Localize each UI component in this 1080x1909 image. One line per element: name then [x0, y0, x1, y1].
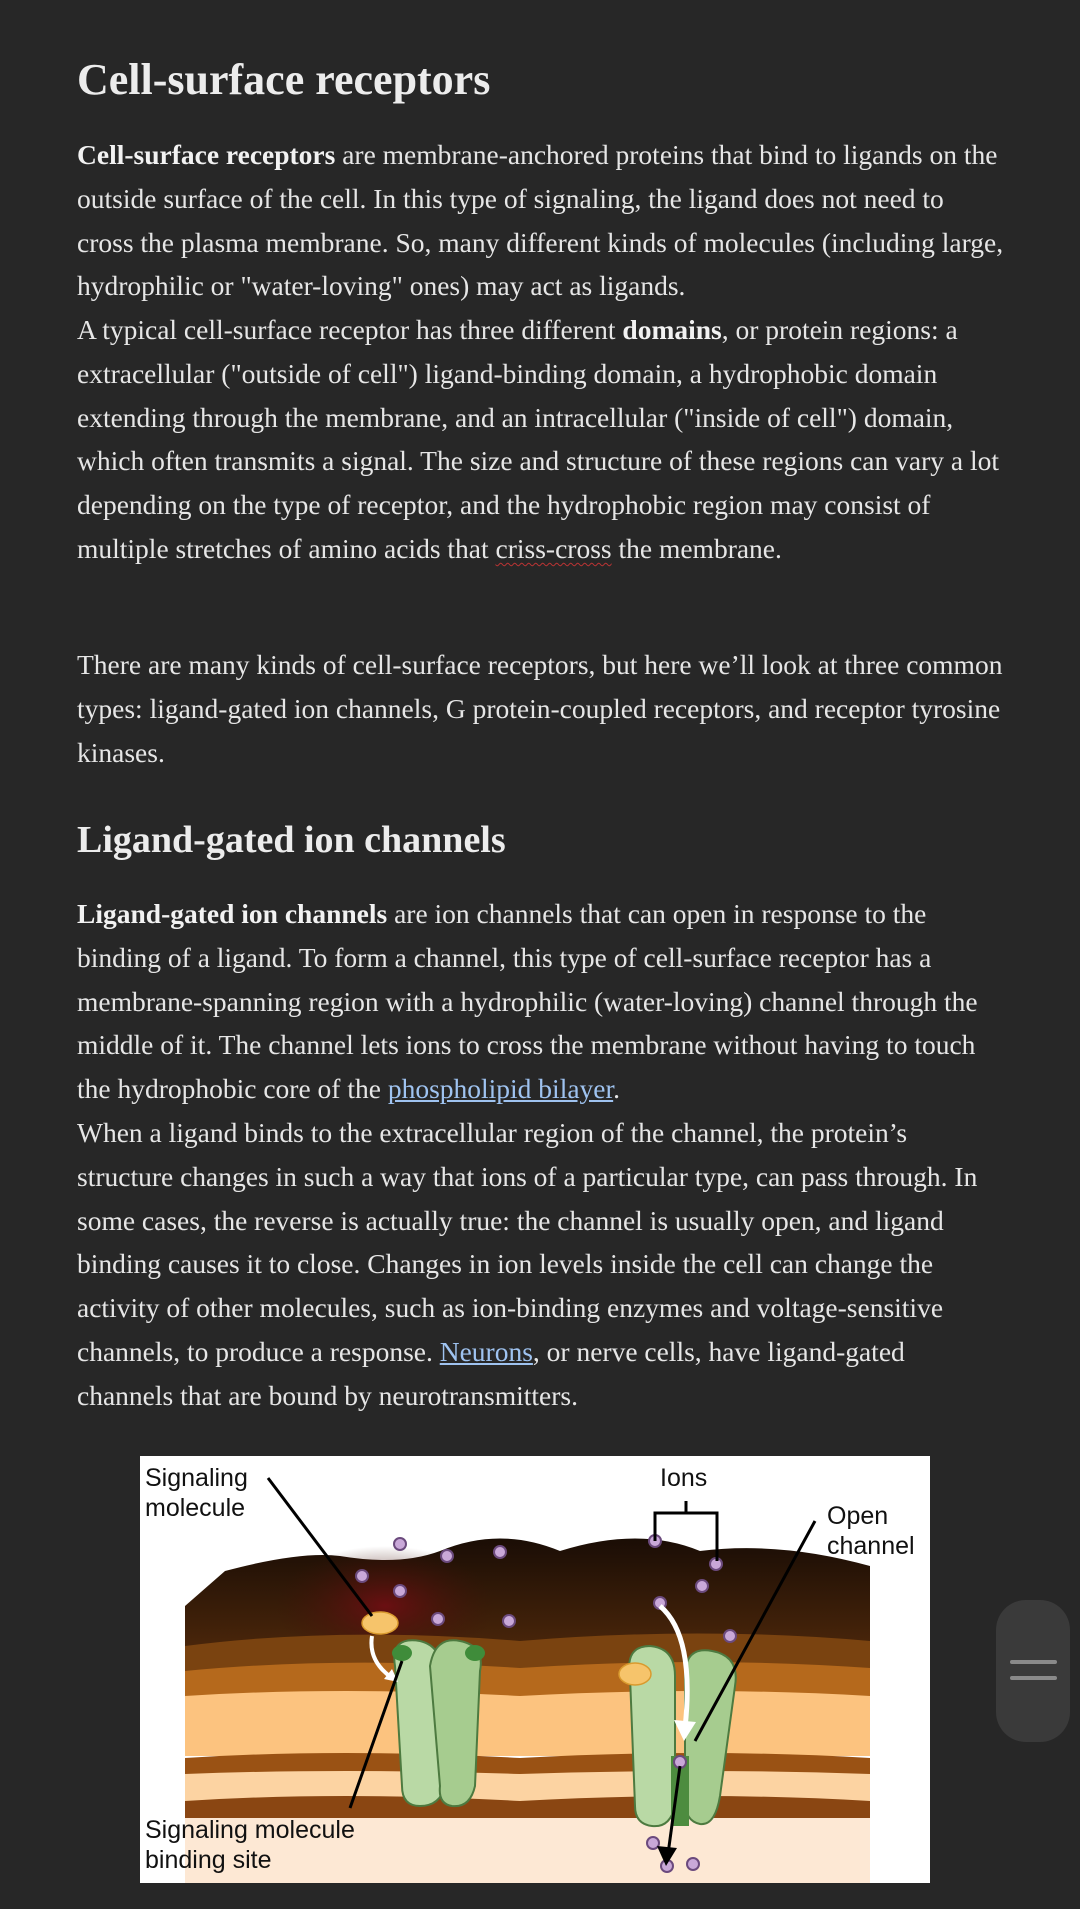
closed-channel	[392, 1640, 485, 1806]
paragraph-ligand-gated-text-a: are ion channels that can open in response to the binding of a ligand. To form a channel, this type of cell-surface receptor has a membrane-spanning region with a hydrophilic (water-loving) channel through the middle of it. The channel lets ions to cross the membrane without having to touch the hydrophobic core of the	[77, 898, 978, 1105]
paragraph-binding-text-a: When a ligand binds to the extracellular region of the channel, the protein’s structure changes in such a way that ions of a particular type, can pass through. In some cases, the reverse is actually true: the channel is usually open, and ligand binding causes it to close. Changes in ion levels inside the cell can change the activity of other molecules, such as ion-binding enzymes and voltage-sensitive channels, to produce a response.	[77, 1117, 978, 1367]
label-open: Open	[827, 1502, 889, 1530]
paragraph-types: There are many kinds of cell-surface receptors, but here we’ll look at three common types: ligand-gated ion channels, G protein-coupled receptors, and receptor tyrosine kinases.	[77, 649, 1003, 768]
paragraph-binding	[77, 1111, 1007, 1418]
ligand-molecule	[362, 1612, 398, 1634]
term-ligand-gated-ion-channels: Ligand-gated ion channels	[77, 898, 388, 929]
membrane-band-4	[185, 1753, 870, 1774]
ligand-gated-channel-figure	[140, 1456, 930, 1883]
paragraph-binding-text-b: , or nerve cells, have ligand-gated channels that are bound by neurotransmitters.	[77, 1335, 905, 1411]
paragraph-intro	[77, 133, 1007, 308]
handle-line-bottom	[1010, 1676, 1057, 1680]
channel-diagram	[140, 1456, 930, 1883]
paragraph-intro-text: are membrane-anchored proteins that bind to ligands on the outside surface of the cell. In this type of signaling, the ligand does not need to cross the plasma membrane. So, many different kinds of molecules (including large, hydrophilic or "water-loving" ones) may act as ligands.	[77, 139, 1004, 302]
paragraph-domains	[77, 308, 1007, 571]
term-cell-surface-receptors: Cell-surface receptors	[77, 139, 336, 170]
label-binding-site: binding site	[145, 1846, 272, 1874]
page-title: Cell-surface receptors	[77, 55, 491, 104]
term-domains: domains	[622, 314, 722, 345]
link-neurons[interactable]: Neurons	[439, 1335, 533, 1367]
paragraph-ligand-gated	[77, 892, 1007, 1111]
label-molecule: molecule	[145, 1494, 246, 1522]
membrane-band-3	[185, 1691, 870, 1756]
label-channel: channel	[827, 1532, 915, 1560]
paragraph-domains-text-b: , or protein regions: a extracellular ("outside of cell") ligand-binding domain, a hydrophobic domain extending through the membrane, and an intracellular ("inside of cell") domain, which often transmits a signal. The size and structure of these regions can vary a lot depending on the type of receptor, and the hydrophobic region may consist of multiple stretches of amino acids that	[77, 314, 999, 564]
spellcheck-flagged-word[interactable]: criss-cross	[495, 532, 612, 564]
section-heading: Ligand-gated ion channels	[77, 819, 506, 861]
label-signaling-molecule: Signaling molecule	[145, 1816, 355, 1844]
handle-line-top	[1010, 1660, 1057, 1664]
scroll-handle[interactable]	[996, 1600, 1070, 1742]
label-signaling: Signaling	[145, 1464, 248, 1492]
bound-ligand	[619, 1663, 651, 1685]
paragraph-ligand-gated-text-b: .	[613, 1073, 621, 1105]
link-phospholipid-bilayer[interactable]: phospholipid bilayer	[387, 1073, 614, 1105]
paragraph-domains-text-a: A typical cell-surface receptor has three different	[77, 314, 623, 345]
paragraph-domains-text-c: the membrane.	[611, 532, 782, 564]
label-ions: Ions	[660, 1464, 708, 1492]
